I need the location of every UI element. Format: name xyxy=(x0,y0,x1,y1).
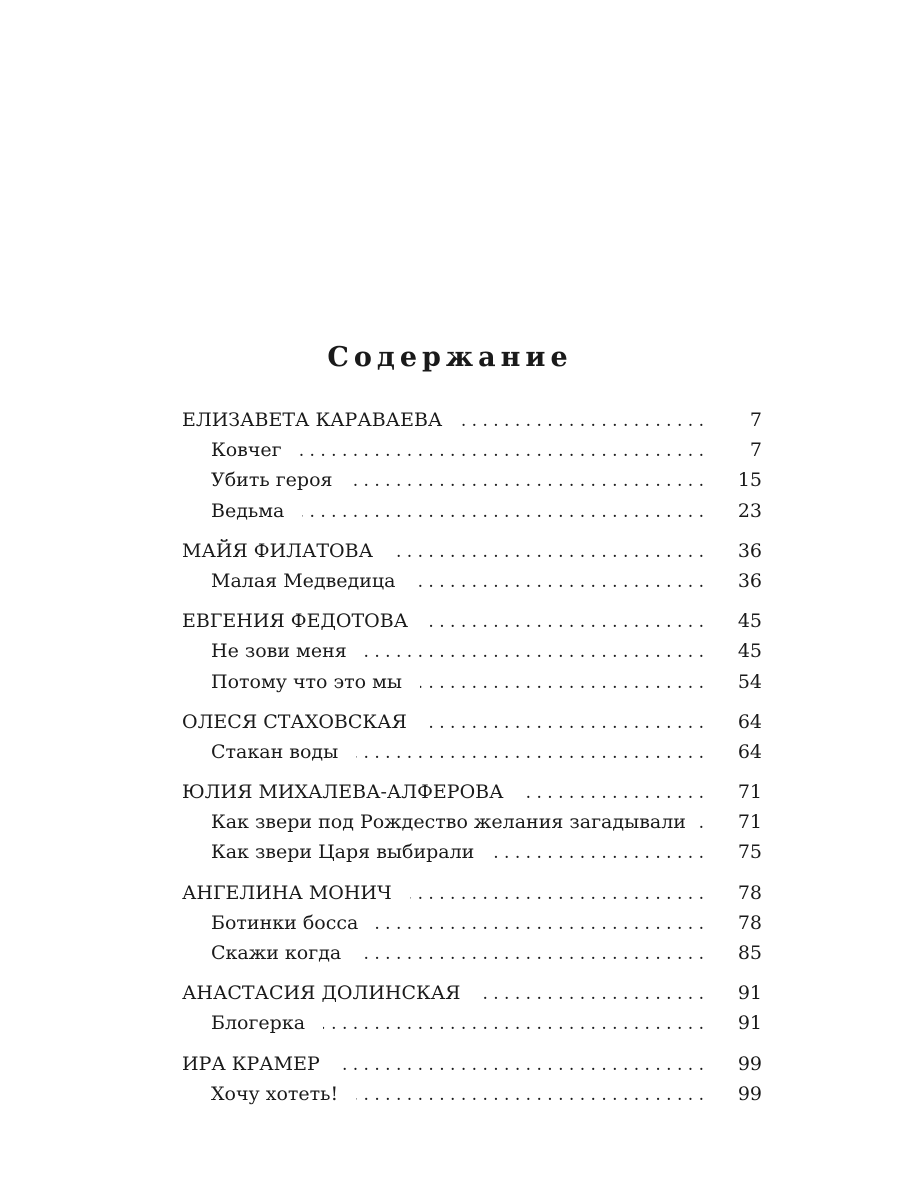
toc-story-entry-label: Ковчег xyxy=(211,439,282,462)
toc-story-entry-page-number: 36 xyxy=(737,569,762,592)
toc-author-entry-label: ИРА КРАМЕР xyxy=(182,1052,320,1075)
toc-author-entry[interactable] xyxy=(182,536,762,566)
toc-author-entry-page-number: 36 xyxy=(737,539,762,562)
toc-story-entry-page-number: 45 xyxy=(737,640,762,663)
toc-story-entry[interactable] xyxy=(182,938,762,968)
dot-leader xyxy=(460,406,704,436)
toc-story-entry[interactable] xyxy=(182,435,762,465)
dot-leader xyxy=(356,738,704,768)
toc-author-entry[interactable] xyxy=(182,405,762,435)
toc-section xyxy=(182,1049,762,1109)
toc-story-entry-label: Скажи когда xyxy=(211,942,342,964)
toc-story-entry-page-number: 99 xyxy=(737,1082,762,1105)
toc-author-entry-page-number: 64 xyxy=(737,710,762,733)
toc-author-entry-label: ЕЛИЗАВЕТА КАРАВАЕВА xyxy=(182,409,443,431)
toc-story-entry[interactable] xyxy=(182,636,762,666)
toc-story-entry-page-number: 7 xyxy=(749,439,762,462)
toc-author-entry-label: ОЛЕСЯ СТАХОВСКАЯ xyxy=(182,710,407,733)
toc-section xyxy=(182,777,762,868)
toc-story-entry-page-number: 54 xyxy=(737,670,762,693)
toc-author-entry-label: ЮЛИЯ МИХАЛЕВА-АЛФЕРОВА xyxy=(182,781,504,804)
toc-story-entry-page-number: 71 xyxy=(737,811,762,834)
toc-author-entry-label: МАЙЯ ФИЛАТОВА xyxy=(182,539,373,562)
toc-story-entry-label: Потому что это мы xyxy=(211,670,403,693)
dot-leader xyxy=(426,607,704,637)
dot-leader xyxy=(391,537,704,567)
toc-story-entry-label: Хочу хотеть! xyxy=(211,1082,339,1105)
page-title: Содержание xyxy=(327,342,573,373)
toc-section xyxy=(182,405,762,526)
dot-leader xyxy=(351,466,704,496)
dot-leader xyxy=(365,637,704,667)
toc-story-entry[interactable] xyxy=(182,807,762,837)
toc-story-entry[interactable] xyxy=(182,837,762,867)
toc-author-entry-page-number: 99 xyxy=(737,1052,762,1075)
toc-story-entry-page-number: 15 xyxy=(737,469,762,492)
toc-story-entry[interactable] xyxy=(182,1008,762,1038)
toc-author-entry-label: ЕВГЕНИЯ ФЕДОТОВА xyxy=(182,610,409,633)
dot-leader xyxy=(478,979,704,1009)
toc-author-entry-label: АНАСТАСИЯ ДОЛИНСКАЯ xyxy=(182,982,461,1005)
toc-story-entry[interactable] xyxy=(182,908,762,938)
toc-author-entry-page-number: 78 xyxy=(737,881,762,904)
dot-leader xyxy=(425,708,704,738)
toc-story-entry-page-number: 85 xyxy=(737,942,762,964)
toc-author-entry-page-number: 91 xyxy=(737,982,762,1005)
toc-section xyxy=(182,878,762,969)
toc-story-entry-label: Ботинки босса xyxy=(211,911,359,934)
toc-author-entry[interactable] xyxy=(182,606,762,636)
table-of-contents xyxy=(182,405,762,1119)
toc-author-entry-page-number: 45 xyxy=(737,610,762,633)
dot-leader xyxy=(302,497,704,527)
toc-story-entry-label: Стакан воды xyxy=(211,740,339,763)
toc-section xyxy=(182,536,762,596)
toc-author-entry[interactable] xyxy=(182,707,762,737)
toc-story-entry-label: Как звери Царя выбирали xyxy=(211,841,475,864)
toc-section xyxy=(182,606,762,697)
toc-story-entry-label: Как звери под Рождество желания загадывали xyxy=(211,811,686,834)
toc-story-entry[interactable] xyxy=(182,566,762,596)
toc-author-entry[interactable] xyxy=(182,1049,762,1079)
toc-story-entry-page-number: 91 xyxy=(737,1012,762,1035)
dot-leader xyxy=(492,838,704,868)
toc-author-entry-page-number: 71 xyxy=(737,781,762,804)
dot-leader xyxy=(338,1050,704,1080)
dot-leader xyxy=(410,879,704,909)
toc-story-entry-page-number: 64 xyxy=(737,740,762,763)
dot-leader xyxy=(420,668,704,698)
toc-story-entry-page-number: 78 xyxy=(737,911,762,934)
toc-story-entry[interactable] xyxy=(182,465,762,495)
toc-story-entry-label: Малая Медведица xyxy=(211,569,396,592)
dot-leader xyxy=(359,939,704,969)
toc-story-entry[interactable] xyxy=(182,667,762,697)
toc-story-entry[interactable] xyxy=(182,496,762,526)
dot-leader xyxy=(522,778,704,808)
dot-leader xyxy=(376,909,704,939)
toc-story-entry[interactable] xyxy=(182,737,762,767)
toc-author-entry[interactable] xyxy=(182,777,762,807)
toc-author-entry-page-number: 7 xyxy=(749,409,762,431)
dot-leader xyxy=(413,567,704,597)
toc-section xyxy=(182,707,762,767)
toc-story-entry-page-number: 23 xyxy=(737,499,762,522)
toc-story-entry-label: Блогерка xyxy=(211,1012,306,1035)
toc-story-entry-label: Ведьма xyxy=(211,499,285,522)
toc-author-entry[interactable] xyxy=(182,978,762,1008)
toc-story-entry-label: Не зови меня xyxy=(211,640,347,663)
toc-story-entry[interactable] xyxy=(182,1079,762,1109)
toc-story-entry-page-number: 75 xyxy=(737,841,762,864)
dot-leader xyxy=(696,808,704,838)
dot-leader xyxy=(356,1080,704,1110)
toc-section xyxy=(182,978,762,1038)
toc-author-entry[interactable] xyxy=(182,878,762,908)
toc-author-entry-label: АНГЕЛИНА МОНИЧ xyxy=(182,881,392,904)
dot-leader xyxy=(300,436,704,466)
toc-story-entry-label: Убить героя xyxy=(211,469,333,492)
dot-leader xyxy=(323,1009,704,1039)
